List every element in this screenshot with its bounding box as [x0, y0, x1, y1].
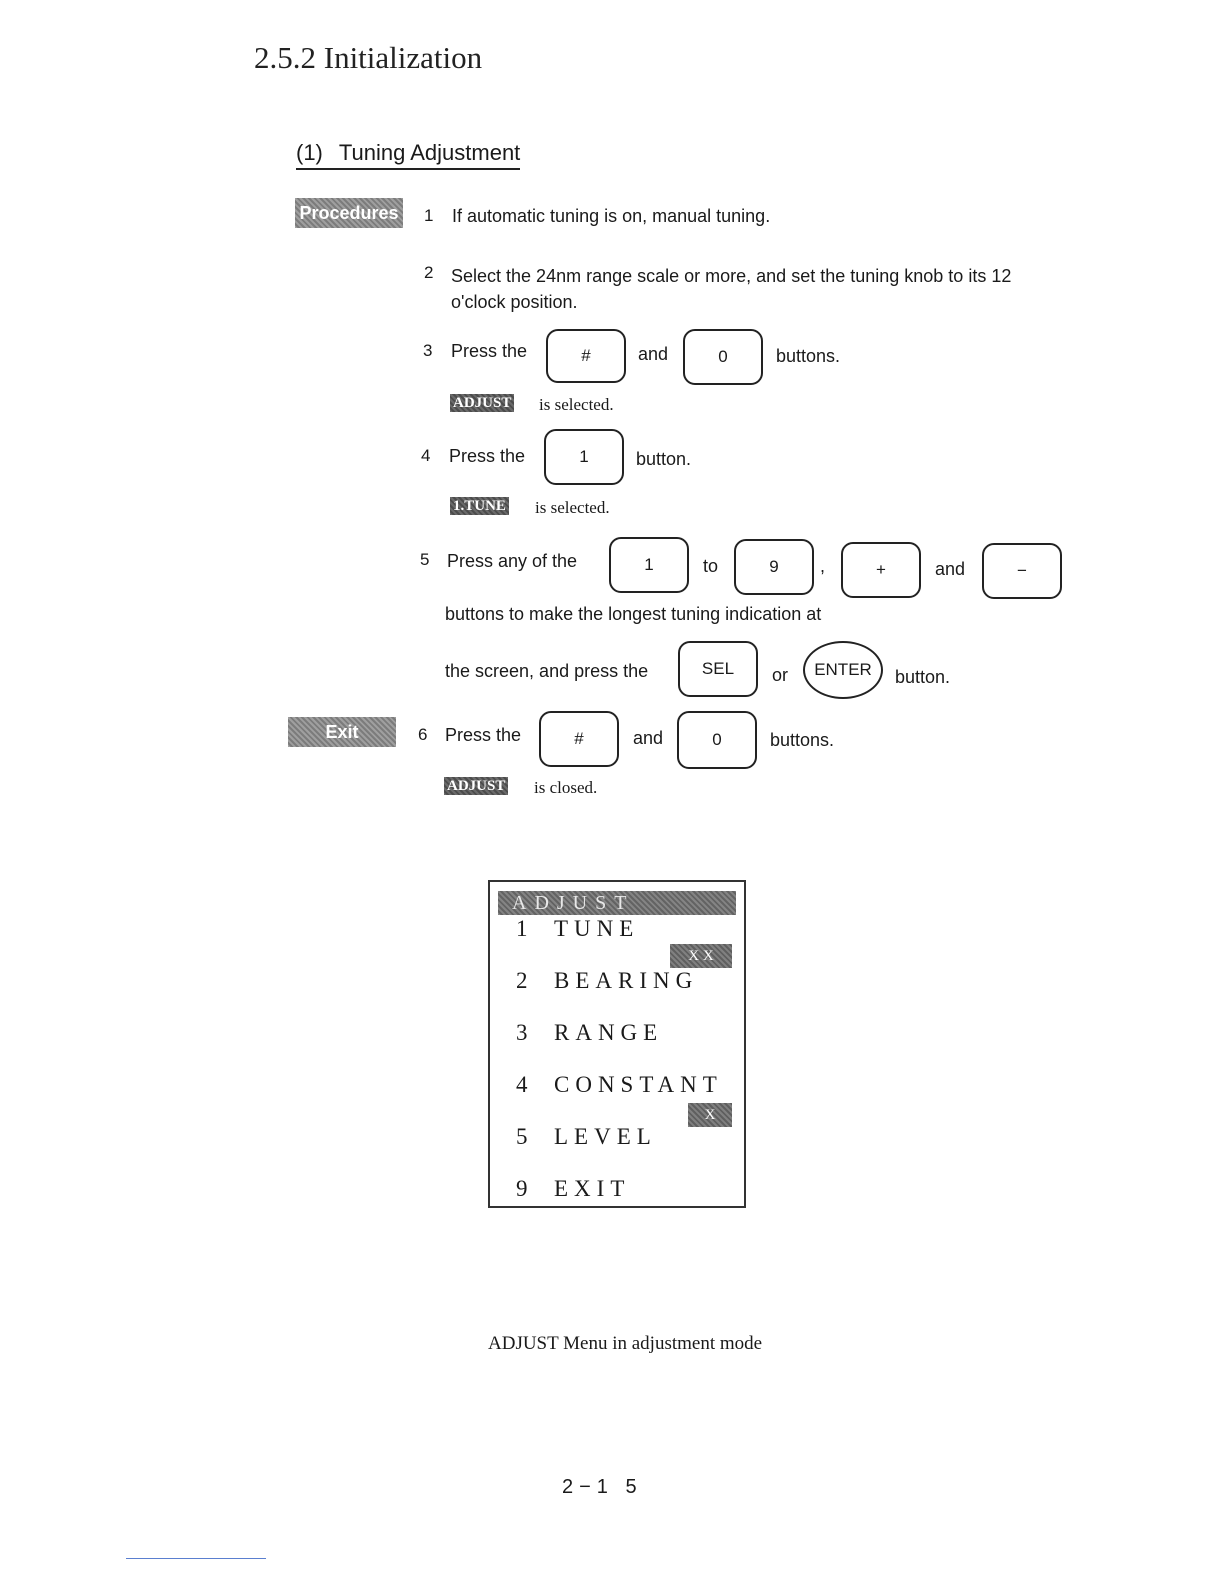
figure-caption: ADJUST Menu in adjustment mode — [488, 1333, 763, 1354]
one-key: 1 — [609, 537, 689, 593]
step-6-note: is closed. — [534, 778, 598, 797]
step-3-press: Press the — [451, 341, 528, 361]
step-6-press: Press the — [445, 725, 522, 745]
step-6-and: and — [633, 728, 664, 748]
menu-item-range: 3 RANGE — [516, 1020, 664, 1045]
step-5-press: Press any of the — [447, 551, 578, 571]
step-6-buttons: buttons. — [770, 730, 835, 750]
step-1-text: If automatic tuning is on, manual tuning. — [452, 206, 771, 226]
sel-key: SEL — [678, 641, 758, 697]
step-5-line3: the screen, and press the — [445, 661, 649, 681]
menu-item-bearing: 2 BEARING — [516, 968, 699, 993]
step-2-number: 2 — [424, 263, 434, 282]
menu-title: ADJUST — [498, 891, 736, 915]
subsection-number: (1) — [296, 140, 323, 165]
step-6-number: 6 — [418, 725, 428, 744]
step-5-or: or — [772, 665, 789, 685]
adjust-tag: ADJUST — [444, 777, 508, 795]
step-5-comma: , — [820, 556, 826, 576]
hash-key: # — [539, 711, 619, 767]
one-key: 1 — [544, 429, 624, 485]
step-5-to: to — [703, 556, 719, 576]
hash-key: # — [546, 329, 626, 383]
step-3-and: and — [638, 344, 669, 364]
level-marker: X — [688, 1103, 732, 1127]
step-3-note: is selected. — [539, 395, 614, 414]
step-4-press: Press the — [449, 446, 526, 466]
plus-key: + — [841, 542, 921, 598]
section-title: 2.5.2 Initialization — [254, 40, 483, 75]
step-3-buttons: buttons. — [776, 346, 841, 366]
step-2-line1: Select the 24nm range scale or more, and set the tuning knob to its 12 — [451, 266, 1012, 286]
step-2-line2: o'clock position. — [451, 292, 578, 312]
menu-item-constant: 4 CONSTANT — [516, 1072, 723, 1097]
step-5-button: button. — [895, 667, 951, 687]
step-1-number: 1 — [424, 206, 434, 225]
page-number: 2−1 5 — [562, 1476, 643, 1498]
menu-item-tune: 1 TUNE — [516, 916, 640, 941]
step-5-number: 5 — [420, 550, 430, 569]
step-4-number: 4 — [421, 446, 431, 465]
footer-divider — [126, 1558, 266, 1559]
nine-key: 9 — [734, 539, 814, 595]
step-4-note: is selected. — [535, 498, 610, 517]
zero-key: 0 — [683, 329, 763, 385]
step-5-line2: buttons to make the longest tuning indication at — [445, 604, 822, 624]
adjust-tag: ADJUST — [450, 394, 514, 412]
enter-key: ENTER — [803, 641, 883, 699]
tune-tag: 1.TUNE — [450, 497, 509, 515]
tune-marker: X X — [670, 944, 732, 968]
step-5-and: and — [935, 559, 966, 579]
exit-label: Exit — [288, 717, 396, 747]
subsection-title — [296, 140, 520, 170]
step-4-button: button. — [636, 449, 692, 469]
adjust-menu — [488, 880, 746, 1208]
minus-key: − — [982, 543, 1062, 599]
zero-key: 0 — [677, 711, 757, 769]
step-3-number: 3 — [423, 341, 433, 360]
subsection-label: Tuning Adjustment — [338, 140, 521, 165]
procedures-label: Procedures — [295, 198, 403, 228]
menu-item-exit: 9 EXIT — [516, 1176, 631, 1201]
menu-item-level: 5 LEVEL — [516, 1124, 657, 1149]
